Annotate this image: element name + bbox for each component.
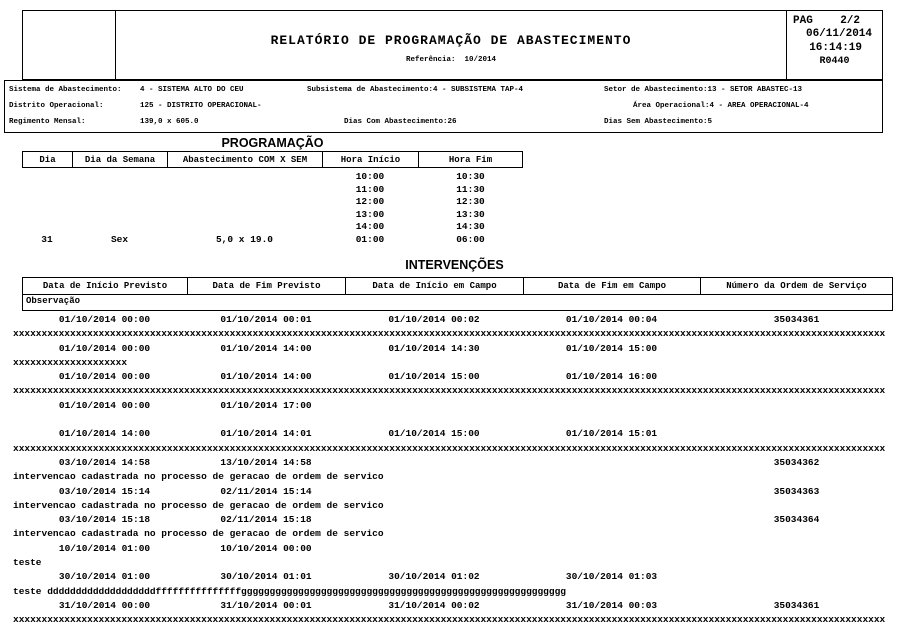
intervencao-dates bbox=[22, 599, 909, 613]
column-header-inicio-campo: Data de Início em Campo bbox=[346, 278, 524, 294]
intervencao-row bbox=[13, 370, 909, 399]
distrito-label: Distrito Operacional: bbox=[9, 102, 104, 110]
intervencoes-table-header bbox=[22, 277, 893, 295]
intervencao-cell bbox=[700, 342, 893, 356]
dias-sem-field: Dias Sem Abastecimento:5 bbox=[604, 118, 713, 126]
intervencao-cell: 10/10/2014 01:00 bbox=[58, 542, 151, 554]
setor-field: Setor de Abastecimento:13 - SETOR ABASTEC-13 bbox=[604, 86, 803, 94]
page-number bbox=[787, 11, 882, 27]
programacao-cell bbox=[22, 171, 72, 184]
intervencao-row bbox=[13, 313, 909, 342]
intervencao-cell: 01/10/2014 15:00 bbox=[388, 428, 480, 440]
programacao-cell bbox=[22, 184, 72, 197]
intervencao-cell: 35034361 bbox=[773, 314, 820, 325]
intervencao-cell: 03/10/2014 14:58 bbox=[58, 456, 151, 468]
intervencao-cell: 01/10/2014 14:00 bbox=[58, 428, 151, 440]
info-section bbox=[4, 80, 883, 133]
intervencao-dates bbox=[22, 427, 909, 441]
programacao-cell: 13:30 bbox=[456, 208, 485, 220]
intervencao-cell: 02/11/2014 15:14 bbox=[220, 485, 312, 497]
column-header-hora-fim: Hora Fim bbox=[448, 154, 493, 165]
report-date: 06/11/2014 bbox=[805, 28, 872, 40]
programacao-cell bbox=[22, 221, 72, 234]
report-code: R0440 bbox=[819, 56, 850, 67]
column-header-hora-inicio: Hora Início bbox=[323, 152, 419, 167]
programacao-cell bbox=[167, 209, 322, 222]
intervencao-row bbox=[13, 570, 909, 599]
intervencao-cell bbox=[700, 570, 893, 584]
programacao-cell bbox=[72, 184, 167, 197]
intervencao-dates bbox=[22, 456, 909, 470]
subsistema-field: Subsistema de Abastecimento:4 - SUBSISTEMA TAP-4 bbox=[307, 86, 524, 94]
programacao-row bbox=[22, 234, 523, 247]
intervencao-dates bbox=[22, 370, 909, 384]
intervencao-cell bbox=[700, 399, 893, 413]
intervencao-observacao: xxxxxxxxxxxxxxxxxxxxxxxxxxxxxxxxxxxxxxxxxxxxxxxxxxxxxxxxxxxxxxxxxxxxxxxxxxxxxxxxxxxxxxxxxxxxxxxxxxxxxxxxxxxxxxxxxxxxxxxxxxxxxxxxxxxxxxxxxxxxxxxxxxxxxxxxx bbox=[13, 328, 886, 340]
report-time: 16:14:19 bbox=[809, 42, 862, 54]
intervencao-cell: 01/10/2014 00:00 bbox=[58, 371, 151, 383]
intervencao-cell: 01/10/2014 14:00 bbox=[220, 342, 312, 354]
sistema-value: 4 - SISTEMA ALTO DO CEU bbox=[140, 86, 244, 94]
programacao-cell bbox=[22, 196, 72, 209]
intervencao-observacao: teste bbox=[13, 557, 42, 569]
programacao-cell bbox=[72, 221, 167, 234]
intervencao-cell bbox=[345, 513, 523, 527]
intervencao-observacao: xxxxxxxxxxxxxxxxxxxx bbox=[13, 356, 128, 368]
reference-value: 10/2014 bbox=[464, 56, 497, 64]
report-header bbox=[22, 10, 883, 80]
page-title: RELATÓRIO DE PROGRAMAÇÃO DE ABASTECIMENTO bbox=[270, 33, 632, 48]
intervencao-cell bbox=[523, 513, 700, 527]
intervencao-cell: 03/10/2014 15:14 bbox=[58, 485, 151, 497]
intervencao-cell bbox=[523, 485, 700, 499]
intervencao-observacao: intervencao cadastrada no processo de geracao de ordem de servico bbox=[13, 499, 384, 511]
page-value: 2/2 bbox=[840, 15, 860, 27]
intervencao-cell bbox=[345, 456, 523, 470]
programacao-cell bbox=[72, 196, 167, 209]
programacao-cell bbox=[72, 171, 167, 184]
intervencao-cell bbox=[700, 370, 893, 384]
intervencao-dates bbox=[22, 313, 909, 327]
intervencao-cell: 01/10/2014 00:00 bbox=[58, 314, 151, 325]
page-label: PAG bbox=[793, 15, 813, 27]
intervencao-row bbox=[13, 342, 909, 371]
intervencao-row bbox=[13, 599, 909, 628]
intervencao-cell: 30/10/2014 01:03 bbox=[565, 571, 658, 583]
intervencao-cell: 02/11/2014 15:18 bbox=[220, 514, 312, 526]
programacao-cell bbox=[167, 196, 322, 209]
intervencao-row bbox=[13, 399, 909, 428]
intervencao-cell: 01/10/2014 14:00 bbox=[220, 371, 312, 383]
column-header-dia: Dia bbox=[23, 152, 73, 167]
intervencao-cell bbox=[345, 542, 523, 556]
intervencao-cell bbox=[523, 456, 700, 470]
column-header-fim-previsto: Data de Fim Previsto bbox=[188, 278, 346, 294]
intervencao-observacao: teste dddddddddddddddddddfffffffffffffffggggggggggggggggggggggggggggggggggggggggggggggggggggggggg bbox=[13, 585, 566, 597]
column-header-fim-campo: Data de Fim em Campo bbox=[524, 278, 701, 294]
intervencao-cell bbox=[523, 399, 700, 413]
programacao-cell: 06:00 bbox=[456, 233, 485, 245]
intervencao-cell: 01/10/2014 00:02 bbox=[388, 314, 480, 325]
intervencao-row bbox=[13, 513, 909, 542]
intervencao-cell: 30/10/2014 01:01 bbox=[220, 571, 312, 583]
programacao-cell bbox=[167, 184, 322, 197]
intervencao-cell: 35034361 bbox=[773, 599, 820, 611]
intervencao-observacao bbox=[13, 413, 909, 427]
sistema-label: Sistema de Abastecimento: bbox=[9, 86, 122, 94]
programacao-row bbox=[22, 184, 523, 197]
intervencao-cell: 01/10/2014 15:00 bbox=[388, 371, 480, 383]
intervencao-cell: 35034363 bbox=[773, 485, 820, 497]
programacao-cell: 14:00 bbox=[355, 221, 385, 233]
intervencao-row bbox=[13, 456, 909, 485]
programacao-cell: 5,0 x 19.0 bbox=[215, 233, 273, 245]
logo-box bbox=[23, 11, 116, 79]
intervencao-cell bbox=[700, 542, 893, 556]
intervencao-cell: 31/10/2014 00:02 bbox=[388, 599, 480, 611]
intervencao-cell: 03/10/2014 15:18 bbox=[58, 514, 151, 526]
reference bbox=[116, 56, 786, 64]
intervencao-observacao: xxxxxxxxxxxxxxxxxxxxxxxxxxxxxxxxxxxxxxxxxxxxxxxxxxxxxxxxxxxxxxxxxxxxxxxxxxxxxxxxxxxxxxxxxxxxxxxxxxxxxxxxxxxxxxxxxxxxxxxxxxxxxxxxxxxxxxxxxxxxxxxxxxxxxxxxx bbox=[13, 442, 886, 454]
column-header-inicio-previsto: Data de Início Previsto bbox=[23, 278, 188, 294]
programacao-cell: 31 bbox=[41, 233, 53, 245]
intervencao-cell: 35034364 bbox=[773, 514, 820, 526]
intervencao-cell: 01/10/2014 15:00 bbox=[565, 342, 658, 354]
programacao-title: PROGRAMAÇÃO bbox=[221, 136, 324, 150]
report-title-block bbox=[116, 11, 786, 79]
area-field: Área Operacional:4 - AREA OPERACIONAL-4 bbox=[633, 102, 809, 110]
intervencao-row bbox=[13, 485, 909, 514]
intervencao-cell: 01/10/2014 00:00 bbox=[58, 342, 151, 354]
regimento-value: 139,0 x 605.0 bbox=[140, 118, 199, 126]
programacao-cell: 14:30 bbox=[456, 221, 485, 233]
intervencao-dates bbox=[22, 513, 909, 527]
column-header-ordem-servico: Número da Ordem de Serviço bbox=[726, 281, 867, 291]
intervencao-cell bbox=[345, 399, 523, 413]
intervencao-dates bbox=[22, 542, 909, 556]
intervencao-cell: 13/10/2014 14:58 bbox=[220, 456, 312, 468]
page-info-box bbox=[786, 11, 882, 79]
intervencao-cell bbox=[523, 542, 700, 556]
programacao-row bbox=[22, 209, 523, 222]
intervencao-cell: 01/10/2014 00:04 bbox=[565, 314, 658, 325]
dias-com-field: Dias Com Abastecimento:26 bbox=[344, 118, 457, 126]
intervencao-dates bbox=[22, 342, 909, 356]
intervencao-cell bbox=[345, 485, 523, 499]
programacao-cell: 10:00 bbox=[355, 171, 385, 182]
programacao-cell: 01:00 bbox=[355, 233, 385, 245]
intervencao-cell: 31/10/2014 00:01 bbox=[220, 599, 312, 611]
intervencoes-table-body bbox=[13, 313, 909, 628]
intervencoes-title: INTERVENÇÕES bbox=[405, 258, 504, 272]
intervencao-observacao: xxxxxxxxxxxxxxxxxxxxxxxxxxxxxxxxxxxxxxxxxxxxxxxxxxxxxxxxxxxxxxxxxxxxxxxxxxxxxxxxxxxxxxxxxxxxxxxxxxxxxxxxxxxxxxxxxxxxxxxxxxxxxxxxxxxxxxxxxxxxxxxxxxxxxxxxx bbox=[13, 385, 886, 397]
intervencao-cell: 01/10/2014 14:01 bbox=[220, 428, 312, 440]
intervencao-cell: 01/10/2014 16:00 bbox=[565, 371, 658, 383]
programacao-cell: 13:00 bbox=[355, 208, 385, 220]
intervencao-cell: 01/10/2014 17:00 bbox=[220, 399, 312, 411]
column-header-abastecimento: Abastecimento COM X SEM bbox=[168, 152, 323, 167]
programacao-cell bbox=[22, 209, 72, 222]
column-header-dia-semana: Dia da Semana bbox=[73, 152, 168, 167]
intervencao-dates bbox=[22, 399, 909, 413]
programacao-cell: 11:30 bbox=[456, 183, 485, 195]
intervencao-cell bbox=[700, 427, 893, 441]
distrito-value: 125 - DISTRITO OPERACIONAL- bbox=[140, 102, 262, 110]
programacao-cell: 12:30 bbox=[456, 196, 485, 208]
reference-label: Referência: bbox=[405, 56, 456, 64]
intervencao-cell: 30/10/2014 01:00 bbox=[58, 571, 151, 583]
programacao-cell: 11:00 bbox=[355, 183, 385, 195]
regimento-label: Regimento Mensal: bbox=[9, 118, 86, 126]
intervencao-cell: 01/10/2014 00:00 bbox=[58, 399, 151, 411]
intervencao-observacao: intervencao cadastrada no processo de geracao de ordem de servico bbox=[13, 528, 384, 540]
intervencao-cell: 30/10/2014 01:02 bbox=[388, 571, 480, 583]
observacao-header: Observação bbox=[22, 294, 893, 311]
programacao-row bbox=[22, 196, 523, 209]
programacao-table-body bbox=[22, 171, 523, 247]
intervencao-observacao: xxxxxxxxxxxxxxxxxxxxxxxxxxxxxxxxxxxxxxxxxxxxxxxxxxxxxxxxxxxxxxxxxxxxxxxxxxxxxxxxxxxxxxxxxxxxxxxxxxxxxxxxxxxxxxxxxxxxxxxxxxxxxxxxxxxxxxxxxxxxxxxxxxxxxxxxx bbox=[13, 614, 886, 626]
programacao-cell bbox=[167, 171, 322, 184]
programacao-cell: Sex bbox=[110, 233, 129, 245]
intervencao-row bbox=[13, 542, 909, 571]
intervencao-cell: 31/10/2014 00:03 bbox=[565, 599, 658, 611]
programacao-table-header bbox=[22, 151, 523, 168]
intervencao-dates bbox=[22, 570, 909, 584]
intervencao-cell: 31/10/2014 00:00 bbox=[58, 599, 151, 611]
programacao-cell: 10:30 bbox=[456, 171, 485, 182]
intervencao-cell: 01/10/2014 14:30 bbox=[388, 342, 480, 354]
programacao-cell bbox=[72, 209, 167, 222]
programacao-row bbox=[22, 221, 523, 234]
intervencao-dates bbox=[22, 485, 909, 499]
intervencao-cell: 01/10/2014 15:01 bbox=[565, 428, 658, 440]
intervencao-row bbox=[13, 427, 909, 456]
programacao-cell bbox=[167, 221, 322, 234]
intervencao-cell: 35034362 bbox=[773, 456, 820, 468]
intervencao-observacao: intervencao cadastrada no processo de geracao de ordem de servico bbox=[13, 471, 384, 483]
intervencao-cell: 10/10/2014 00:00 bbox=[220, 542, 312, 554]
programacao-row bbox=[22, 171, 523, 184]
intervencao-cell: 01/10/2014 00:01 bbox=[220, 314, 312, 325]
programacao-cell: 12:00 bbox=[355, 196, 385, 208]
